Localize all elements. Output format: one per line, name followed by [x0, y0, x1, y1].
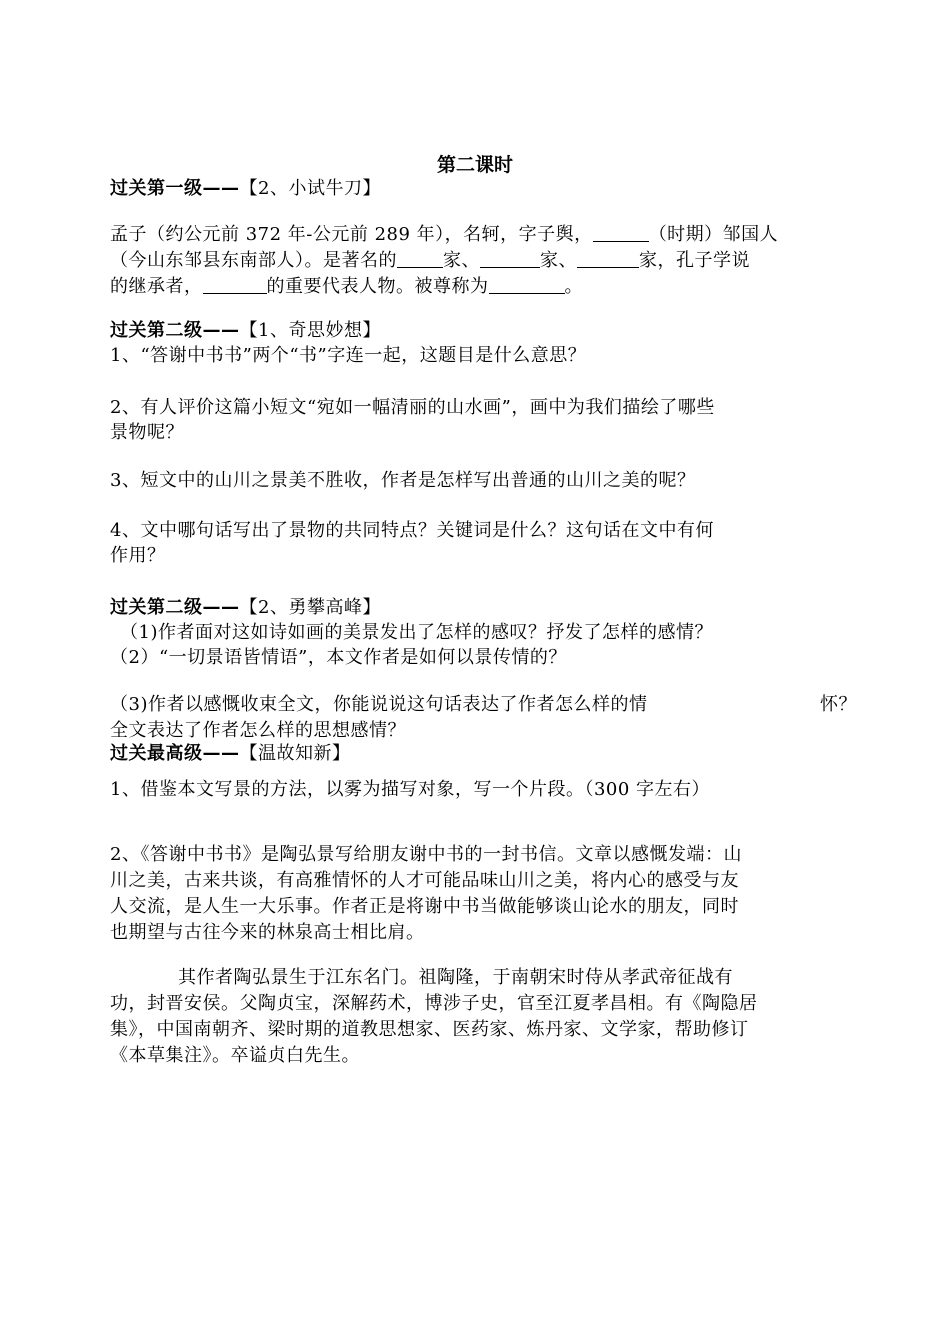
section-1-line-1	[110, 222, 778, 248]
section-3-question-2: （2）“一切景语皆情语”，本文作者是如何以景传情的？	[110, 647, 567, 668]
fill-blank[interactable]	[397, 249, 443, 268]
section-4-paragraph-3-line-3: 集》，中国南朝齐、梁时期的道教思想家、医药家、炼丹家、文学家，帮助修订	[110, 1019, 749, 1040]
section-4-level: 过关最高级——	[110, 743, 240, 764]
fill-blank[interactable]	[489, 275, 565, 294]
section-1-line-2	[110, 248, 750, 274]
section-2-question-2-line-1: 2、有人评价这篇小短文“宛如一幅清丽的山水画”，画中为我们描绘了哪些	[110, 397, 715, 418]
text-segment: （今山东邹县东南部人）。是著名的	[110, 250, 397, 271]
fill-blank[interactable]	[480, 249, 540, 268]
section-3-heading	[110, 595, 381, 621]
section-4-paragraph-2-line-4: 也期望与古往今来的林泉高士相比肩。	[110, 922, 425, 943]
section-1-tag: 【2、小试牛刀】	[239, 178, 381, 199]
page-title: 第二课时	[436, 154, 513, 176]
text-segment: 孟子（约公元前 372 年-公元前 289 年），名轲，字子舆，	[110, 224, 593, 245]
section-4-paragraph-3-line-1: 其作者陶弘景生于江东名门。祖陶隆，于南朝宋时侍从孝武帝征战有	[178, 967, 733, 988]
section-2-question-2-line-2: 景物呢？	[110, 422, 184, 443]
section-2-question-1: 1、“答谢中书书”两个“书”字连一起，这题目是什么意思？	[110, 345, 587, 366]
section-2-level: 过关第二级——	[110, 320, 240, 341]
section-3-question-3-line-1-end: 怀？	[820, 694, 857, 715]
fill-blank[interactable]	[203, 275, 267, 294]
text-segment: 的继承者，	[110, 276, 203, 297]
text-segment: 。	[564, 276, 583, 297]
section-3-tag: 【2、勇攀高峰】	[239, 597, 381, 618]
section-3-question-3-line-1	[110, 692, 647, 718]
text-segment: 的重要代表人物。被尊称为	[266, 276, 489, 297]
section-3-question-1: （1)作者面对这如诗如画的美景发出了怎样的感叹？抒发了怎样的感情？	[120, 622, 713, 643]
section-4-paragraph-3-line-2: 功，封晋安侯。父陶贞宝，深解药术，博涉子史，官至江夏孝昌相。有《陶隐居	[110, 993, 758, 1014]
section-1-line-3	[110, 274, 583, 300]
fill-blank[interactable]	[593, 223, 649, 242]
text-segment: （3)作者以感慨收束全文，你能说说这句话表达了作者怎么样的情	[110, 694, 648, 715]
section-4-tag: 【温故知新】	[239, 743, 351, 764]
section-4-paragraph-2-line-1: 2、《答谢中书书》是陶弘景写给朋友谢中书的一封书信。文章以感慨发端：山	[110, 844, 742, 865]
section-3-level: 过关第二级——	[110, 597, 240, 618]
text-segment: 家，孔子学说	[639, 250, 750, 271]
section-2-question-4-line-1: 4、文中哪句话写出了景物的共同特点？关键词是什么？这句话在文中有何	[110, 520, 714, 541]
text-segment: 家、	[443, 250, 480, 271]
text-segment: 家、	[540, 250, 577, 271]
section-4-paragraph-2-line-3: 人交流，是人生一大乐事。作者正是将谢中书当做能够谈山论水的朋友，同时	[110, 896, 739, 917]
section-1-level: 过关第一级——	[110, 178, 240, 199]
section-2-question-3: 3、短文中的山川之景美不胜收，作者是怎样写出普通的山川之美的呢？	[110, 470, 696, 491]
section-4-heading	[110, 741, 351, 767]
text-segment: （时期）邹国人	[648, 224, 779, 245]
section-1-heading	[110, 176, 381, 202]
section-4-question-1: 1、借鉴本文写景的方法，以雾为描写对象，写一个片段。（300 字左右）	[110, 779, 711, 800]
section-4-paragraph-3-line-4: 《本草集注》。卒谥贞白先生。	[110, 1045, 360, 1066]
section-4-paragraph-2-line-2: 川之美，古来共谈，有高雅情怀的人才可能品味山川之美，将内心的感受与友	[110, 870, 739, 891]
section-2-heading	[110, 318, 381, 344]
section-3-question-3-line-2: 全文表达了作者怎么样的思想感情？	[110, 720, 406, 741]
section-2-question-4-line-2: 作用？	[110, 545, 166, 566]
fill-blank[interactable]	[577, 249, 639, 268]
section-2-tag: 【1、奇思妙想】	[239, 320, 381, 341]
